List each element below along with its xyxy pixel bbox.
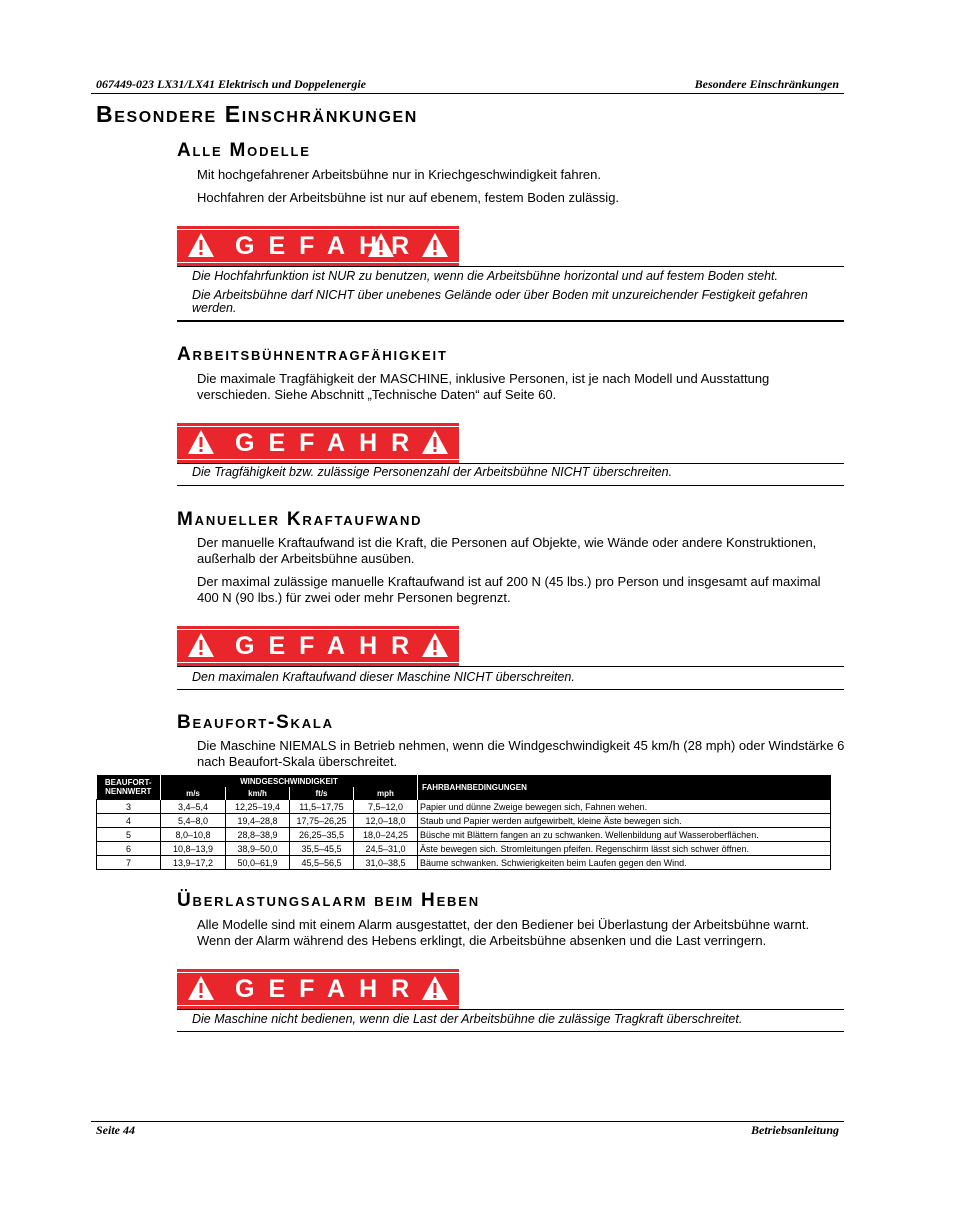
table-row (97, 842, 831, 856)
table-row (97, 828, 831, 842)
danger-label: GEFAHR (235, 632, 424, 660)
cell-ms: 5,4–8,0 (161, 814, 226, 828)
danger-note: Die Hochfahrfunktion ist NUR zu benutzen, wenn die Arbeitsbühne horizontal und auf festem Boden steht. (192, 269, 778, 283)
danger-note: Den maximalen Kraftaufwand dieser Maschine NICHT überschreiten. (192, 670, 575, 684)
section-title-ueberlast: Überlastungsalarm beim Heben (177, 890, 480, 911)
cell-bf: 4 (97, 814, 161, 828)
cell-fts: 35,5–45,5 (290, 842, 354, 856)
cell-condition: Staub und Papier werden aufgewirbelt, kleine Äste bewegen sich. (418, 814, 831, 828)
danger-banner (177, 423, 459, 463)
danger-label: GEFAHR (235, 232, 424, 260)
paragraph: Hochfahren der Arbeitsbühne ist nur auf ebenem, festem Boden zulässig. (197, 190, 620, 205)
warning-triangle-icon (187, 632, 215, 658)
unit-header: m/s (161, 787, 226, 800)
table-row (97, 800, 831, 814)
divider (177, 1009, 844, 1010)
cell-mph: 7,5–12,0 (354, 800, 418, 814)
danger-note: Die Maschine nicht bedienen, wenn die Last der Arbeitsbühne die zulässige Tragkraft überschreitet. (192, 1012, 743, 1026)
danger-banner (177, 969, 459, 1009)
cell-bf: 5 (97, 828, 161, 842)
danger-note: Die Arbeitsbühne darf NICHT über unebenes Gelände oder über Boden mit unzureichender Festigkeit gefahren werden. (192, 288, 808, 315)
cell-kmh: 38,9–50,0 (226, 842, 290, 856)
paragraph: Mit hochgefahrener Arbeitsbühne nur in Kriechgeschwindigkeit fahren. (197, 167, 601, 182)
danger-label: GEFAHR (235, 975, 424, 1003)
cell-mph: 18,0–24,25 (354, 828, 418, 842)
cell-mph: 12,0–18,0 (354, 814, 418, 828)
col-header-nennwert: BEAUFORT-NENNWERT (97, 775, 161, 800)
col-header-wind: WINDGESCHWINDIGKEIT (161, 775, 418, 787)
divider (177, 463, 844, 464)
col-header-bedingungen: FAHRBAHNBEDINGUNGEN (418, 775, 831, 800)
warning-triangle-icon (421, 975, 449, 1001)
header-doc-title: 067449-023 LX31/LX41 Elektrisch und Doppelenergie (96, 77, 366, 91)
section-title-tragfaehigkeit: Arbeitsbühnentragfähigkeit (177, 344, 448, 365)
divider (177, 485, 844, 486)
section-title-beaufort: Beaufort-Skala (177, 712, 334, 733)
table-row (97, 814, 831, 828)
divider (177, 689, 844, 690)
cell-kmh: 50,0–61,9 (226, 856, 290, 870)
footer-doc-name: Betriebsanleitung (750, 1123, 839, 1137)
cell-condition: Papier und dünne Zweige bewegen sich, Fahnen wehen. (418, 800, 831, 814)
danger-banner (177, 226, 459, 266)
cell-mph: 24,5–31,0 (354, 842, 418, 856)
danger-label: GEFAHR (235, 429, 424, 457)
cell-bf: 3 (97, 800, 161, 814)
cell-kmh: 28,8–38,9 (226, 828, 290, 842)
cell-ms: 10,8–13,9 (161, 842, 226, 856)
footer-page-number: Seite 44 (96, 1123, 135, 1137)
warning-triangle-icon (421, 429, 449, 455)
cell-kmh: 19,4–28,8 (226, 814, 290, 828)
header-rule (91, 93, 844, 94)
warning-triangle-icon (421, 632, 449, 658)
cell-ms: 13,9–17,2 (161, 856, 226, 870)
header-section-title: Besondere Einschränkungen (694, 77, 839, 91)
divider (177, 266, 844, 267)
cell-condition: Äste bewegen sich. Stromleitungen pfeifen. Regenschirm lässt sich schwer öffnen. (418, 842, 831, 856)
unit-header: mph (354, 787, 418, 800)
cell-mph: 31,0–38,5 (354, 856, 418, 870)
divider (177, 1031, 844, 1032)
cell-fts: 17,75–26,25 (290, 814, 354, 828)
beaufort-table (96, 775, 831, 870)
page-title: Besondere Einschränkungen (96, 101, 418, 127)
divider (177, 666, 844, 667)
cell-fts: 26,25–35,5 (290, 828, 354, 842)
cell-fts: 11,5–17,75 (290, 800, 354, 814)
cell-fts: 45,5–56,5 (290, 856, 354, 870)
warning-triangle-icon (187, 975, 215, 1001)
unit-header: ft/s (290, 787, 354, 800)
danger-banner (177, 626, 459, 666)
cell-bf: 7 (97, 856, 161, 870)
paragraph: Die maximale Tragfähigkeit der MASCHINE, inklusive Personen, ist je nach Modell und Ausstattung verschieden. Siehe Abschnitt „Technische Daten“ auf Seite 60. (197, 371, 770, 402)
footer-rule (91, 1121, 844, 1122)
cell-ms: 8,0–10,8 (161, 828, 226, 842)
divider (177, 320, 844, 322)
warning-triangle-icon (187, 429, 215, 455)
table-row (97, 856, 831, 870)
cell-condition: Büsche mit Blättern fangen an zu schwanken. Wellenbildung auf Wasseroberflächen. (418, 828, 831, 842)
cell-ms: 3,4–5,4 (161, 800, 226, 814)
cell-bf: 6 (97, 842, 161, 856)
cell-condition: Bäume schwanken. Schwierigkeiten beim Laufen gegen den Wind. (418, 856, 831, 870)
section-title-kraftaufwand: Manueller Kraftaufwand (177, 509, 423, 530)
paragraph: Die Maschine NIEMALS in Betrieb nehmen, wenn die Windgeschwindigkeit 45 km/h (28 mph) oder Windstärke 6 nach Beaufort-Skala überschreitet. (197, 738, 845, 769)
danger-note: Die Tragfähigkeit bzw. zulässige Personenzahl der Arbeitsbühne NICHT überschreiten. (192, 465, 673, 479)
section-title-alle-modelle: Alle Modelle (177, 140, 311, 161)
paragraph: Der maximal zulässige manuelle Kraftaufwand ist auf 200 N (45 lbs.) pro Person und insgesamt auf maximal 400 N (90 lbs.) für zwei oder mehr Personen begrenzt. (197, 574, 821, 605)
warning-triangle-icon (187, 232, 215, 258)
paragraph: Alle Modelle sind mit einem Alarm ausgestattet, der den Bediener bei Überlastung der Arbeitsbühne warnt. Wenn der Alarm während des Hebens erklingt, die Arbeitsbühne absenken und die Last verringern. (197, 917, 810, 948)
unit-header: km/h (226, 787, 290, 800)
paragraph: Der manuelle Kraftaufwand ist die Kraft, die Personen auf Objekte, wie Wände oder andere Konstruktionen, außerhalb der Arbeitsbühne ausüben. (197, 535, 817, 566)
cell-kmh: 12,25–19,4 (226, 800, 290, 814)
warning-triangle-icon (421, 232, 449, 258)
